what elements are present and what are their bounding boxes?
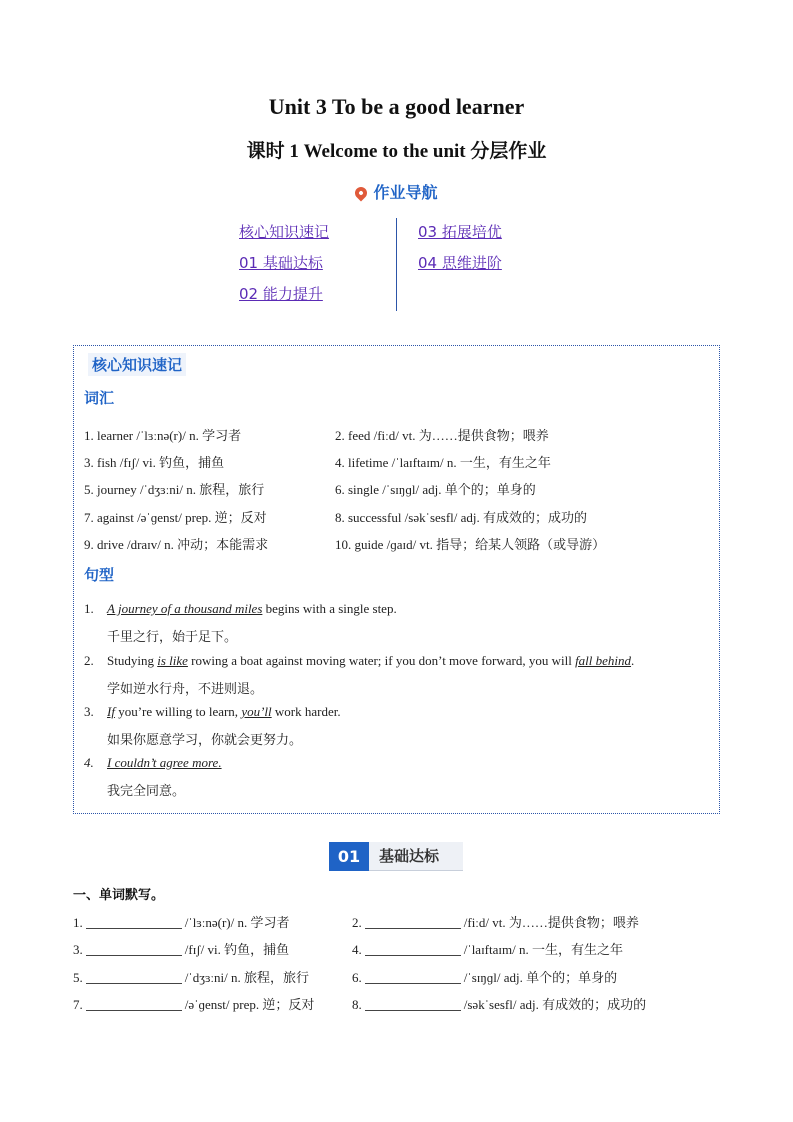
nav-heading — [0, 180, 793, 203]
vocab-item: 8. successful /səkˈsesfl/ adj. 有成效的；成功的 — [335, 510, 588, 525]
vocab-item: 10. guide /ɡaɪd/ vt. 指导；给某人领路（或导游） — [335, 537, 606, 552]
exercise-number: 4. — [352, 942, 362, 957]
vocab-item: 5. journey /ˈdʒɜːni/ n. 旅程，旅行 — [84, 482, 265, 497]
nav-link-04[interactable]: 04 思维进阶 — [418, 254, 502, 272]
underlined-phrase: fall behind — [575, 653, 632, 668]
exercise-hint: /fɪʃ/ vi. 钓鱼，捕鱼 — [184, 942, 290, 957]
nav-divider — [396, 218, 397, 311]
exercise-hint: /ˈlaɪftaɪm/ n. 一生，有生之年 — [463, 942, 623, 957]
answer-blank[interactable] — [86, 916, 182, 929]
exercise-item — [352, 994, 646, 1013]
location-pin-icon — [353, 185, 370, 202]
exercise-number: 5. — [73, 970, 83, 985]
sentence-number: 3. — [84, 704, 94, 719]
answer-blank[interactable] — [86, 971, 182, 984]
underlined-phrase: you’ll — [241, 704, 272, 719]
exercise-number: 7. — [73, 997, 83, 1012]
exercise-item — [352, 967, 617, 986]
exercise-hint: /ˈdʒɜːni/ n. 旅程，旅行 — [184, 970, 310, 985]
answer-blank[interactable] — [365, 943, 461, 956]
underlined-phrase: If — [107, 704, 115, 719]
exercise-hint: /fiːd/ vt. 为……提供食物；喂养 — [463, 915, 639, 930]
exercise-item — [352, 939, 623, 958]
answer-blank[interactable] — [365, 916, 461, 929]
exercise-number: 8. — [352, 997, 362, 1012]
vocab-item: 2. feed /fiːd/ vt. 为……提供食物；喂养 — [335, 428, 549, 443]
nav-heading-text: 作业导航 — [373, 183, 438, 202]
sentence-part: rowing a boat against moving water; if you don’t move forward, you will — [187, 653, 576, 668]
underlined-phrase: A journey of a thousand miles — [107, 601, 263, 616]
section-badge-number: 01 — [329, 842, 369, 871]
exercise-number: 3. — [73, 942, 83, 957]
exercise-item — [73, 912, 290, 931]
sentence-part: Studying — [107, 653, 158, 668]
section-badge-label: 基础达标 — [369, 842, 463, 871]
vocab-item: 1. learner /ˈlɜːnə(r)/ n. 学习者 — [84, 428, 242, 443]
exercise-item — [352, 912, 639, 931]
nav-link-03[interactable]: 03 拓展培优 — [418, 223, 502, 241]
sentence-translation: 学如逆水行舟，不进则退。 — [107, 682, 264, 697]
nav-link-02[interactable]: 02 能力提升 — [239, 285, 323, 303]
underlined-phrase: I couldn’t agree more. — [107, 755, 222, 770]
sentence-part: . — [631, 653, 635, 668]
exercise-hint: /ˈlɜːnə(r)/ n. 学习者 — [184, 915, 290, 930]
sentence-translation: 我完全同意。 — [107, 784, 186, 799]
sentence-text — [107, 653, 634, 669]
sentence-translation: 如果你愿意学习，你就会更努力。 — [107, 733, 303, 748]
vocab-item: 9. drive /draɪv/ n. 冲动；本能需求 — [84, 537, 269, 552]
exercise-item — [73, 967, 309, 986]
core-title: 核心知识速记 — [88, 353, 186, 376]
exercise-number: 2. — [352, 915, 362, 930]
exercise-hint: /ˈsɪŋɡl/ adj. 单个的；单身的 — [463, 970, 618, 985]
section-badge — [329, 842, 463, 871]
answer-blank[interactable] — [86, 998, 182, 1011]
exercise-hint: /səkˈsesfl/ adj. 有成效的；成功的 — [463, 997, 647, 1012]
exercise-heading: 一、单词默写。 — [73, 888, 165, 903]
vocab-item: 6. single /ˈsɪŋɡl/ adj. 单个的；单身的 — [335, 482, 536, 497]
page-title: Unit 3 To be a good learner — [268, 94, 525, 119]
sentence-text — [107, 755, 222, 771]
nav-link-core[interactable]: 核心知识速记 — [239, 223, 330, 241]
sentence-number: 4. — [84, 755, 94, 770]
exercise-item — [73, 994, 314, 1013]
underlined-phrase: is like — [157, 653, 188, 668]
sentence-translation: 千里之行，始于足下。 — [107, 630, 238, 645]
sentence-part: work harder. — [271, 704, 341, 719]
sentence-title: 句型 — [84, 566, 115, 584]
sentence-part: begins with a single step. — [262, 601, 397, 616]
exercise-item — [73, 939, 289, 958]
sentence-number: 2. — [84, 653, 94, 668]
vocab-item: 7. against /əˈɡenst/ prep. 逆；反对 — [84, 510, 267, 525]
sentence-text — [107, 704, 341, 720]
sentence-text — [107, 601, 397, 617]
exercise-number: 6. — [352, 970, 362, 985]
exercise-hint: /əˈɡenst/ prep. 逆；反对 — [184, 997, 315, 1012]
sentence-part: you’re willing to learn, — [114, 704, 242, 719]
exercise-number: 1. — [73, 915, 83, 930]
sentence-number: 1. — [84, 601, 94, 616]
vocab-item: 4. lifetime /ˈlaɪftaɪm/ n. 一生，有生之年 — [335, 455, 551, 470]
answer-blank[interactable] — [365, 971, 461, 984]
page-subtitle: 课时 1 Welcome to the unit 分层作业 — [246, 141, 547, 162]
vocab-title: 词汇 — [84, 389, 115, 407]
answer-blank[interactable] — [86, 943, 182, 956]
nav-link-01[interactable]: 01 基础达标 — [239, 254, 323, 272]
vocab-item: 3. fish /fɪʃ/ vi. 钓鱼，捕鱼 — [84, 455, 225, 470]
answer-blank[interactable] — [365, 998, 461, 1011]
